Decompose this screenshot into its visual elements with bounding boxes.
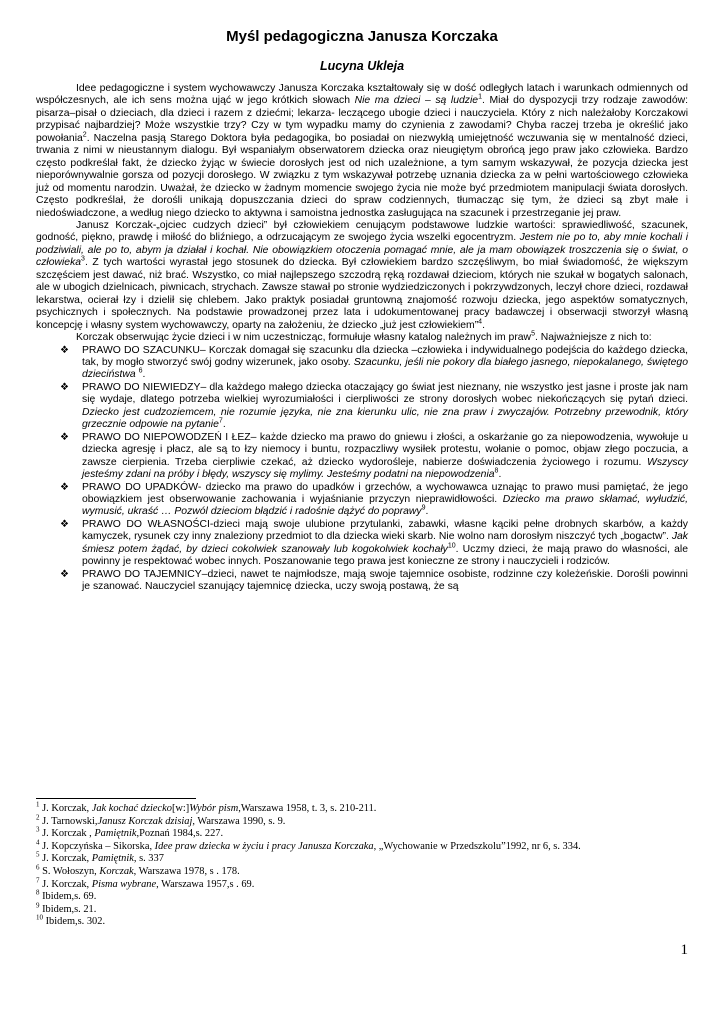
text-run: PRAWO DO NIEWIEDZY– dla każdego małego dziecka otaczający go świat jest nieznany, nie wszystko jest jasne i proste jak nam się wydaje, dlatego potrzeba wielkiej wyrozumiałości i cierpliwości ze strony dorosłych wobec niekończących się pytań dzieci.: [82, 381, 688, 406]
page-number: 1: [680, 942, 688, 958]
footnote-ref[interactable]: 2: [82, 131, 87, 139]
footnote-ref[interactable]: 3: [81, 255, 85, 263]
text-run: [w:]: [171, 803, 190, 814]
quote-italic: Wszyscy jesteśmy zdani na próby i błędy, wszyscy się mylimy. Jesteśmy podatni na niepowodzenia: [82, 456, 688, 481]
footnote-number: 9: [36, 901, 40, 910]
diamond-bullet-icon: ❖: [60, 518, 69, 530]
list-item: [36, 432, 688, 482]
diamond-bullet-icon: ❖: [60, 431, 69, 443]
text-run: J. Korczak ,: [39, 828, 95, 840]
text-run: PRAWO DO NIEPOWODZEŃ I ŁEZ– każde dziecko ma prawo do gniewu i złości, a oskarżanie go za niepowodzenia, wywołuje u dziecka agresję i płacz, ale są to łzy niemocy i buntu, rozpaczliwy wysiłek protestu, wołanie o pomoc, objaw złego poczucia, a zawsze cierpienia. Trzeba cierpliwie czekać, aż dziecko wydorośleje, nabierze doświadczenia życiowego i rozumu.: [82, 431, 688, 468]
document-body: [36, 83, 688, 594]
author-name: Lucyna Ukleja: [319, 59, 405, 73]
quote-italic: Dziecko ma prawo skłamać, wyłudzić, wymusić, ukraść … Pozwól dzieciom błądzić i radośnie dążyć do poprawy: [82, 493, 688, 518]
text-run: Ibidem,s. 69.: [39, 891, 97, 903]
list-item: [36, 569, 688, 594]
diamond-bullet-icon: ❖: [60, 481, 69, 493]
footnote-number: 8: [36, 888, 40, 897]
text-run: S. Wołoszyn,: [39, 865, 100, 877]
text-run: ,Poznań 1984,s. 227.: [136, 828, 224, 840]
rights-list: [36, 345, 688, 594]
text-run: J. Tarnowski,: [39, 815, 98, 827]
footnote-number: 10: [36, 913, 43, 922]
text-run: .: [425, 506, 429, 518]
footnote-item: [36, 850, 688, 866]
document-title: Myśl pedagogiczna Janusza Korczaka: [226, 28, 498, 45]
text-run: , Warszawa 1957,s . 69.: [156, 878, 255, 890]
text-run: PRAWO DO SZACUNKU– Korczak domagał się szacunku dla dziecka –człowieka i indywidualnego podejścia do każdego dziecka, tak, by mogło stworzyć swój godny wizerunek, jako osoby.: [82, 344, 688, 368]
text-run: , „Wychowanie w Przedszkolu”1992, nr 6, s. 334.: [373, 840, 581, 852]
text-run: .: [222, 419, 226, 431]
quote-italic: Jak śmiesz potem żądać, by dzieci cokolwiek szanowały lub kogokolwiek kochały: [82, 531, 688, 555]
text-run: Janusz Korczak-„ojciec cudzych dzieci” był człowiekiem cenującym podstawowe ludzkie wartości: sprawiedliwość, szacunek, godność, piękno, prawdę i miłość do bliźniego, a odrzucającym ze swojego życia wszelki egocentryzm.: [36, 219, 688, 244]
footnote-divider: [36, 798, 196, 799]
footnote-number: 7: [36, 876, 40, 885]
quote-italic: Dziecko jest cudzoziemcem, nie rozumie języka, nie zna kierunku ulic, nie zna praw i zwyczajów. Potrzebny przewodnik, który grzecznie odpowie na pytanie: [82, 406, 688, 431]
footnote-number: 4: [36, 838, 40, 847]
text-run: .: [142, 369, 146, 381]
footnote-ref[interactable]: 4: [478, 318, 483, 326]
text-run: . Uczmy dzieci, że mają prawo do własności, ale powinny je respektować wobec innych. Poszanowanie tego prawa jest konieczne ze strony i nauczycieli i rodziców.: [82, 543, 688, 568]
source-title-italic: Jak kochać dziecko: [91, 803, 172, 814]
text-run: , s. 337: [133, 853, 164, 865]
text-run: J. Kopczyńska – Sikorska,: [39, 840, 155, 852]
text-run: , Warszawa 1990, s. 9.: [192, 815, 286, 827]
text-run: J. Korczak,: [39, 803, 92, 814]
text-run: .: [482, 319, 485, 331]
source-title-italic: Idee praw dziecka w życiu i pracy Janusza Korczaka: [154, 840, 374, 852]
text-run: ,Warszawa 1958, t. 3, s. 210-211.: [238, 803, 377, 814]
diamond-bullet-icon: ❖: [60, 381, 69, 393]
paragraph-values: [36, 220, 688, 332]
source-title-italic: Wybór pism: [189, 803, 239, 814]
text-run: Ibidem,s. 302.: [43, 916, 106, 928]
footnote-ref[interactable]: 10: [447, 542, 456, 550]
footnote-item: [36, 888, 688, 904]
footnote-ref[interactable]: 1: [478, 93, 482, 101]
footnote-ref[interactable]: 5: [531, 330, 535, 338]
text-run: J. Korczak,: [39, 853, 92, 865]
footnote-ref[interactable]: 8: [494, 467, 499, 475]
text-run: Ibidem,s. 21.: [39, 903, 97, 915]
footnote-ref[interactable]: 7: [218, 417, 223, 425]
text-run: , Warszawa 1978, s . 178.: [133, 865, 240, 877]
footnote-item: [36, 813, 688, 829]
footnote-ref[interactable]: 6: [138, 367, 143, 375]
text-run: .: [498, 469, 502, 481]
text-run: J. Korczak,: [39, 878, 92, 890]
source-title-italic: Janusz Korczak dzisiaj: [97, 815, 193, 827]
source-title-italic: Pisma wybrane: [91, 878, 157, 890]
footnotes: [36, 798, 688, 929]
source-title-italic: Pamiętnik: [94, 828, 137, 840]
list-item: [36, 519, 688, 569]
quote-italic: Nie ma dzieci – są ludzie: [354, 95, 479, 107]
footnote-item: [36, 863, 688, 879]
text-run: PRAWO DO WŁASNOŚCI-dzieci mają swoje ulubione przytulanki, zabawki, własne kąciki pełne drobnych skarbów, a każdy kamyczek, rysunek czy inny znaleziony przedmiot to dla dziecka wieki skarb. Nie wolno nam dorosłym niszczyć tych „bogactw”.: [82, 518, 688, 543]
text-run: . Naczelna pasją Starego Doktora była pedagogika, bo posiadał on niezwykłą umiejętność wczuwania się w mentalność dzieci, trwania z nimi w nieustannym dialogu. Był wspaniałym obserwatorem dziecka oraz nieugiętym obrońcą jego praw jako człowieka. Bardzo często podkreślał fakt, że dziecko żyjąc w świecie dorosłych jest od nich uzależnione, a tym samym wskazywał, że pozycja dziecka jest nieporównywalnie gorsza od pozycji dorosłego. W związku z tym wskazywał potrzebę uznania dziecka za w pełni wartościowego człowieka już od momentu narodzin. Uważał, że dziecko w żadnym momencie swojego życia nie może być przedmiotem manipulacji świata dorosłych. Często podkreślał, że dorośli unikają dopuszczania dzieci do spraw codziennych, tłumacząc się tym, że dzieci są zbyt małe i niedoświadczone, a według niego dziecko to aktywna i samoistna jednostka zasługująca na szacunek i przestrzeganie jej praw.: [36, 132, 688, 219]
quote-italic: Jestem nie po to, aby mnie kochali i podziwiali, ale po to, abym ja działał i kochał. Nie obowiązkiem otoczenia pomagać mnie, ale ja mam obowiązek troszczenia się o świat, o człowieka: [36, 232, 688, 269]
text-run: Korczak obserwując życie dzieci i w nim uczestnicząc, formułuje własny katalog należnych im praw: [76, 332, 532, 344]
diamond-bullet-icon: ❖: [60, 568, 69, 580]
footnote-list: [36, 800, 688, 929]
diamond-bullet-icon: ❖: [60, 344, 69, 356]
paragraph-intro: [36, 83, 688, 220]
footnote-number: 6: [36, 863, 40, 872]
footnote-item: [36, 825, 688, 841]
list-item: [36, 482, 688, 519]
quote-italic: Szacunku, jeśli nie pokory dla białego jasnego, niepokalanego, świętego dzieciństwa: [82, 356, 688, 381]
paragraph-rights-intro: [36, 332, 688, 344]
text-run: . Miał do dyspozycji trzy rodzaje zawodów: pisarza–pisał o dzieciach, dla dzieci i razem z dziećmi; lekarza- leczącego ubogie dzieci i nauczyciela. Który z nich należałoby Korczakowi przypisać najbardziej? Może wszystkie trzy? Czy w tym wypadku mamy do czynienia z zawodami? Chyba raczej trzeba je określić jako powołania: [36, 95, 688, 144]
footnote-number: 3: [36, 825, 40, 834]
footnote-number: 5: [36, 850, 40, 859]
footnote-item: [36, 838, 688, 854]
footnote-item: [36, 913, 688, 929]
text-run: PRAWO DO TAJEMNICY–dzieci, nawet te najmłodsze, mają swoje tajemnice osobiste, rodzinne czy koleżeńskie. Dorośli powinni je szanować. Nauczyciel szanujący tajemnicę dziecka, uczy swoją postawą, że są: [82, 568, 688, 593]
text-run: PRAWO DO UPADKÓW- dziecko ma prawo do upadków i grzechów, a wychowawca uznając to prawo musi pamiętać, że jego obowiązkiem jest obserwowanie zachowania i wyjaśnianie przyczyn nieprawidłowości.: [82, 481, 688, 505]
source-title-italic: Pamiętnik: [91, 853, 134, 865]
list-item: [36, 345, 688, 382]
footnote-item: [36, 800, 688, 816]
footnote-number: 1: [36, 800, 40, 809]
footnote-number: 2: [36, 813, 40, 822]
text-run: Idee pedagogiczne i system wychowawczy Janusza Korczaka kształtowały się w dość odległych latach i warunkach odmiennych od współczesnych, ale ich sens można ująć w jego krótkich słowach: [36, 83, 688, 107]
text-run: . Z tych wartości wyrastał jego stosunek do dziecka. Był człowiekiem bardzo szczęśliwym, bo miał świadomość, że większym szczęściem jest dawać, niż brać. Wszystko, co miał najlepszego szczodrą ręką rozdawał dzieciom, których nie szukał w bogatych salonach, ale w ubogich dzielnicach, piwnicach, strychach. Zawsze stawał po stronie wydziedziczonych i pokrzywdzonych, leczył chore dzieci, rozdawał lekarstwa, ocierał łzy i dzielił się chlebem. Jako praktyk posiadał gruntowną znajomość rozwoju dziecka, jego aspektów somatycznych, psychicznych i społecznych. Na podstawie prowadzonej przez lata i udokumentowanej pracy badawczej i obserwacji stworzył własną koncepcję i własny system wychowawczy, oparty na założeniu, że dziecko „już jest człowiekiem”: [36, 257, 688, 331]
footnote-item: [36, 901, 688, 917]
footnote-item: [36, 876, 688, 892]
text-run: . Najważniejsze z nich to:: [534, 332, 652, 344]
footnote-ref[interactable]: 9: [421, 504, 426, 512]
list-item: [36, 382, 688, 432]
source-title-italic: Korczak: [99, 865, 134, 877]
